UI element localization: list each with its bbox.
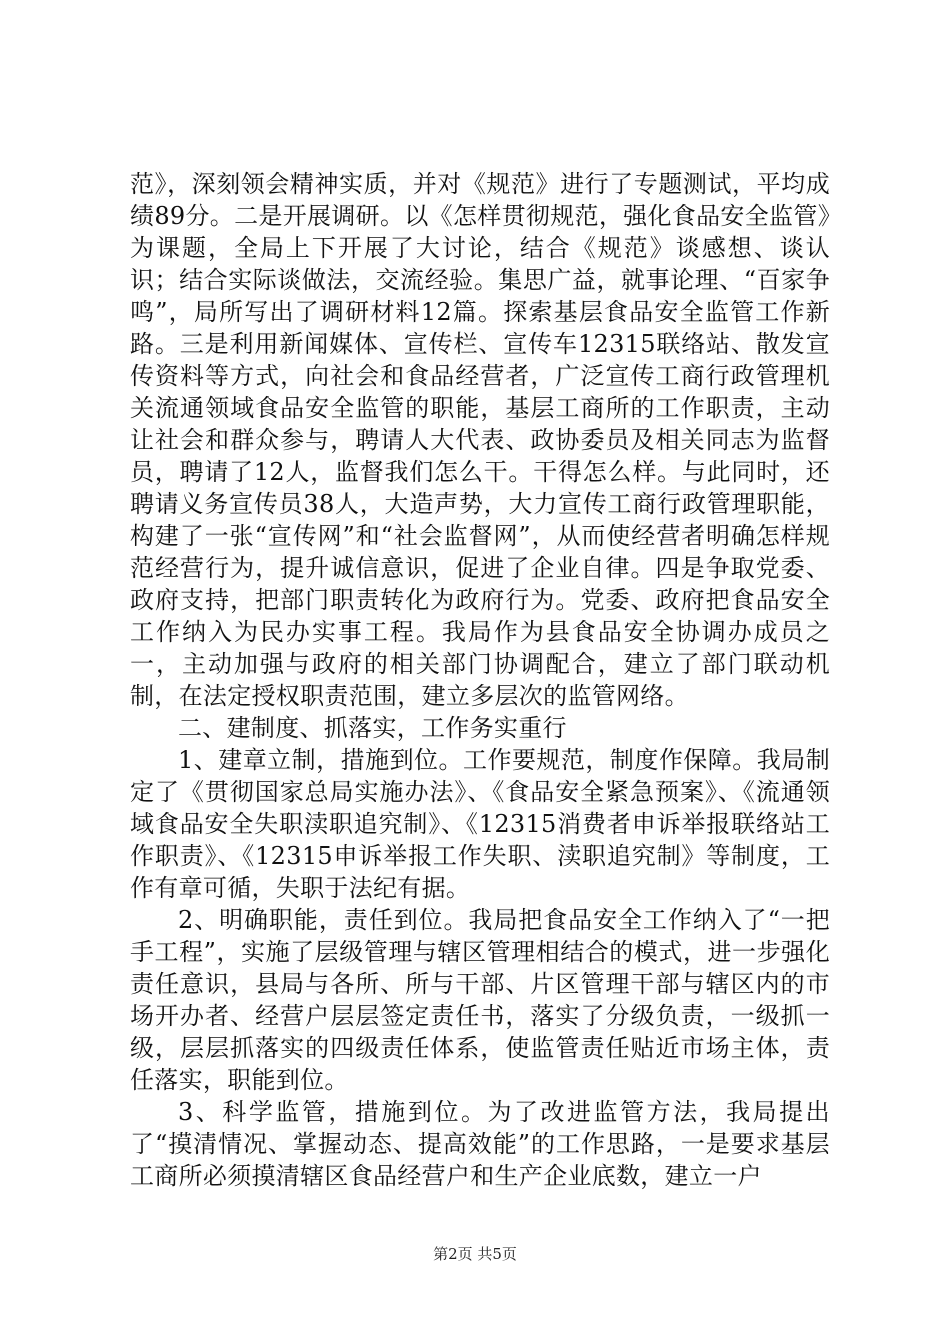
paragraph-item-3: 3、科学监管，措施到位。为了改进监管方法，我局提出了“摸清情况、掌握动态、提高效能”的工作思路，一是要求基层工商所必须摸清辖区食品经营户和生产企业底数，建立一户 (130, 1098, 830, 1190)
document-body (130, 168, 830, 1192)
page-number-footer: 第2页 共5页 (433, 1245, 517, 1263)
section-heading-2: 二、建制度、抓落实，工作务实重行 (178, 714, 567, 742)
paragraph-item-1: 1、建章立制，措施到位。工作要规范，制度作保障。我局制定了《贯彻国家总局实施办法》、《食品安全紧急预案》、《流通领域食品安全失职渎职追究制》、《12315消费者申诉举报联络站工作职责》、《12315申诉举报工作失职、渎职追究制》等制度，工作有章可循，失职于法纪有据。 (130, 746, 830, 902)
paragraph-item-2: 2、明确职能，责任到位。我局把食品安全工作纳入了“一把手工程”，实施了层级管理与辖区管理相结合的模式，进一步强化责任意识，县局与各所、所与干部、片区管理干部与辖区内的市场开办者、经营户层层签定责任书，落实了分级负责，一级抓一级，层层抓落实的四级责任体系，使监管责任贴近市场主体，责任落实，职能到位。 (130, 906, 830, 1094)
paragraph-1: 范》，深刻领会精神实质，并对《规范》进行了专题测试，平均成绩89分。二是开展调研。以《怎样贯彻规范，强化食品安全监管》为课题，全局上下开展了大讨论，结合《规范》谈感想、谈认识；结合实际谈做法，交流经验。集思广益，就事论理、“百家争鸣”，局所写出了调研材料12篇。探索基层食品安全监管工作新路。三是利用新闻媒体、宣传栏、宣传车12315联络站、散发宣传资料等方式，向社会和食品经营者，广泛宣传工商行政管理机关流通领域食品安全监管的职能，基层工商所的工作职责，主动让社会和群众参与，聘请人大代表、政协委员及相关同志为监督员，聘请了12人，监督我们怎么干。干得怎么样。与此同时，还聘请义务宣传员38人，大造声势，大力宣传工商行政管理职能，构建了一张“宣传网”和“社会监督网”，从而使经营者明确怎样规范经营行为，提升诚信意识，促进了企业自律。四是争取党委、政府支持，把部门职责转化为政府行为。党委、政府把食品安全工作纳入为民办实事工程。我局作为县食品安全协调办成员之一，主动加强与政府的相关部门协调配合，建立了部门联动机制，在法定授权职责范围，建立多层次的监管网络。 (130, 170, 830, 710)
